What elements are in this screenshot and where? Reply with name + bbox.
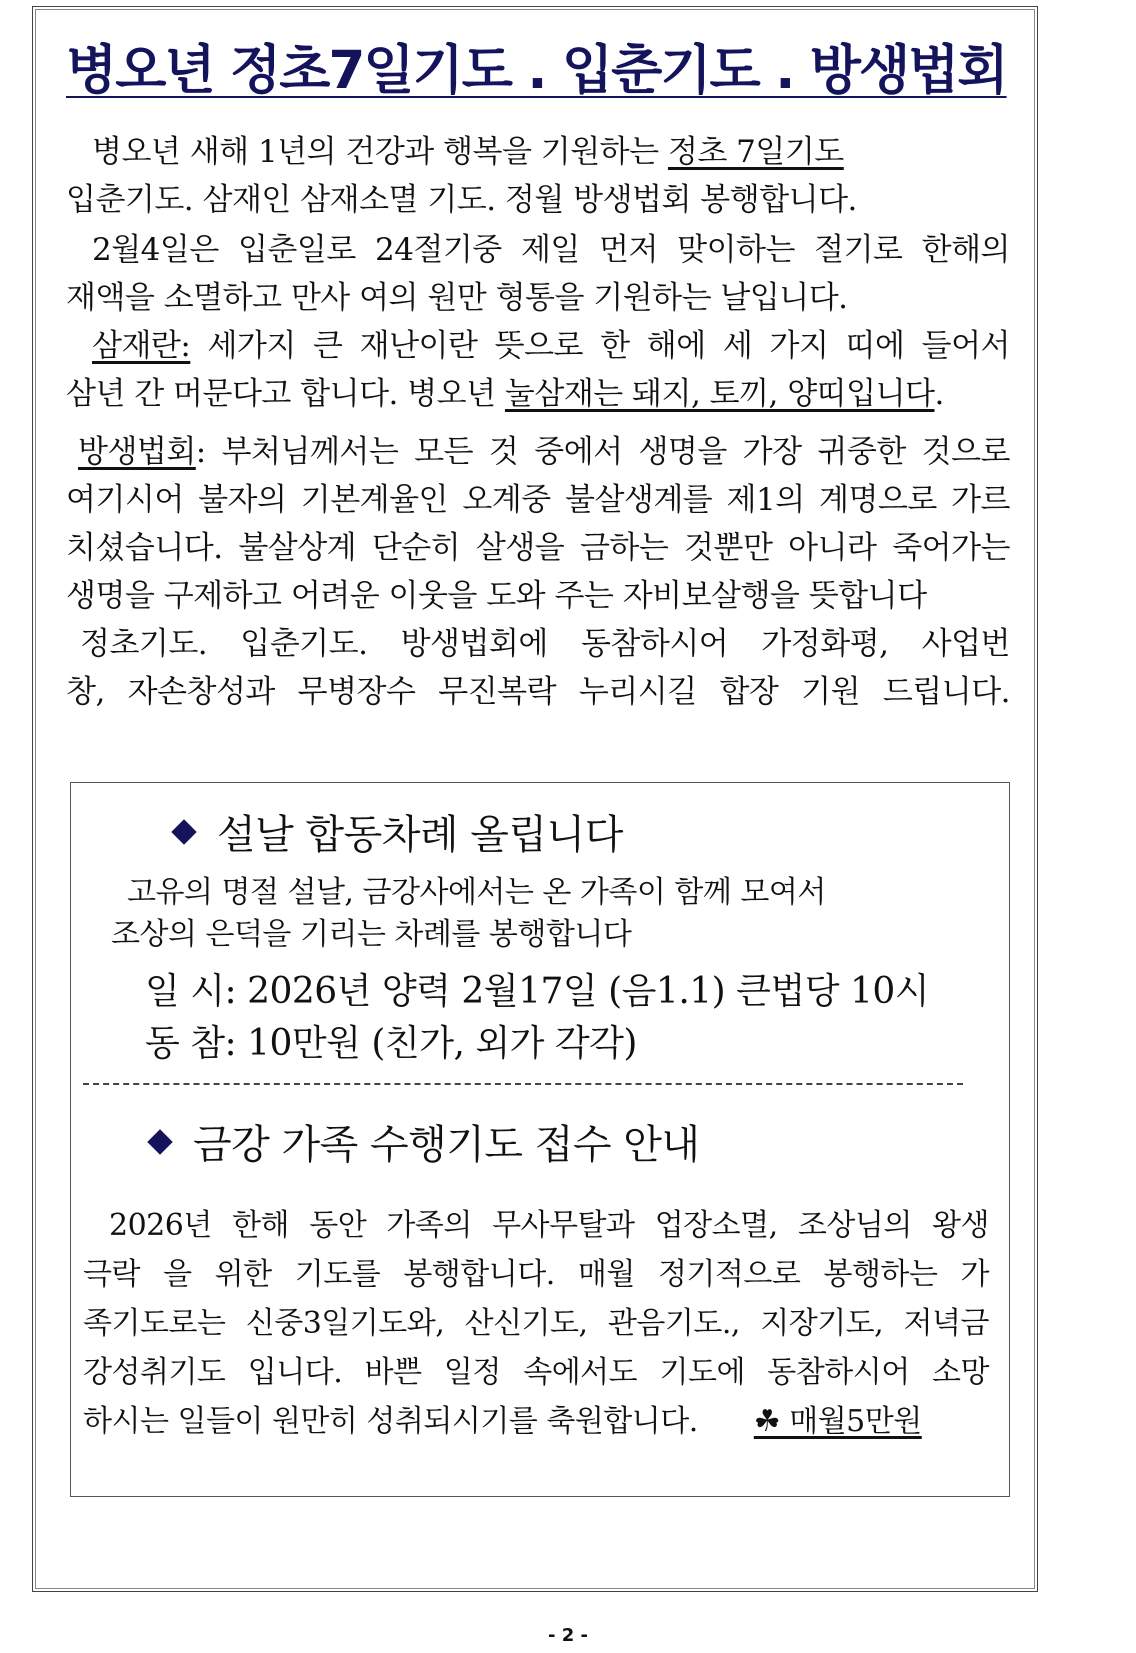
samjae-paragraph: [66, 322, 1010, 418]
bangsaeng-line-4: 생명을 구제하고 어려운 이웃을 도와 주는 자비보살행을 뜻합니다: [66, 578, 927, 614]
samjae-label: 삼재란:: [92, 328, 191, 364]
family-prayer-line-1: 2026년 한해 동안 가족의 무사무탈과 업장소멸, 조상님의 왕생: [109, 1208, 989, 1243]
new-year-prayer-link: 정초 7일기도: [667, 134, 844, 170]
samjae-line-1: 삼재란: 세가지 큰 재난이란 뜻으로 한 해에 세 가지 띠에 들어서: [92, 328, 1010, 364]
bangsaeng-paragraph: [66, 428, 1010, 620]
monthly-fee: ☘ 매월5만원: [753, 1404, 922, 1439]
bangsaeng-line-3: 치셨습니다. 불살상계 단순히 살생을 금하는 것뿐만 아니라 죽어가는: [66, 530, 1010, 566]
bangsaeng-label: 방생법회: [78, 434, 196, 470]
closing-line-2: 창, 자손창성과 무병장수 무진복락 누리시길 합장 기원 드립니다.: [66, 674, 1010, 710]
diamond-bullet-icon: [171, 819, 196, 844]
family-prayer-heading: 금강 가족 수행기도 접수 안내: [151, 1113, 700, 1170]
ipchun-line-2: 재액을 소멸하고 만사 여의 원만 형통을 기원하는 날입니다.: [66, 280, 848, 316]
notice-box: [70, 782, 1010, 1497]
closing-line-1: 정초기도. 입춘기도. 방생법회에 동참하시어 가정화평, 사업번: [80, 626, 1010, 662]
page-title: 병오년 정초7일기도 . 입춘기도 . 방생법회: [66, 40, 1007, 101]
samjae-line-2: 삼년 간 머문다고 합니다. 병오년 눌삼재는 돼지, 토끼, 양띠입니다.: [66, 376, 944, 412]
family-prayer-line-3: 족기도로는 신중3일기도와, 산신기도, 관음기도., 지장기도, 저녁금: [83, 1306, 989, 1341]
seollal-fee: 동 참: 10만원 (친가, 외가 각각): [145, 1023, 637, 1064]
seollal-line-1: 고유의 명절 설날, 금강사에서는 온 가족이 함께 모여서: [127, 875, 826, 910]
section-divider: [83, 1083, 963, 1085]
intro-line-1: 병오년 새해 1년의 건강과 행복을 기원하는 정초 7일기도: [92, 134, 844, 170]
ipchun-line-1: 2월4일은 입춘일로 24절기중 제일 먼저 맞이하는 절기로 한해의: [92, 232, 1010, 268]
family-prayer-line-4: 강성취기도 입니다. 바쁜 일정 속에서도 기도에 동참하시어 소망: [83, 1355, 989, 1390]
bangsaeng-line-1: 방생법회: 부처님께서는 모든 것 중에서 생명을 가장 귀중한 것으로: [78, 434, 1010, 470]
bangsaeng-line-2: 여기시어 불자의 기본계율인 오계중 불살생계를 제1의 계명으로 가르: [66, 482, 1010, 518]
intro-line-2: 입춘기도. 삼재인 삼재소멸 기도. 정월 방생법회 봉행합니다.: [66, 182, 857, 218]
diamond-bullet-icon: [147, 1129, 172, 1154]
page-number: - 2 -: [548, 1625, 588, 1646]
family-prayer-line-2: 극락 을 위한 기도를 봉행합니다. 매월 정기적으로 봉행하는 가: [83, 1257, 989, 1292]
closing-paragraph: [66, 620, 1010, 716]
seollal-line-2: 조상의 은덕을 기리는 차례를 봉행합니다: [111, 917, 632, 952]
samjae-zodiac: 눌삼재는 돼지, 토끼, 양띠입니다: [504, 376, 935, 412]
family-prayer-paragraph: [83, 1201, 989, 1446]
seollal-heading: 설날 합동차례 올립니다: [175, 803, 623, 860]
family-prayer-line-5: 하시는 일들이 원만히 성취되시기를 축원합니다. ☘ 매월5만원: [83, 1404, 922, 1439]
intro-paragraph: [66, 128, 1010, 224]
ipchun-paragraph: [66, 226, 1010, 322]
seollal-schedule: 일 시: 2026년 양력 2월17일 (음1.1) 큰법당 10시: [145, 971, 930, 1012]
